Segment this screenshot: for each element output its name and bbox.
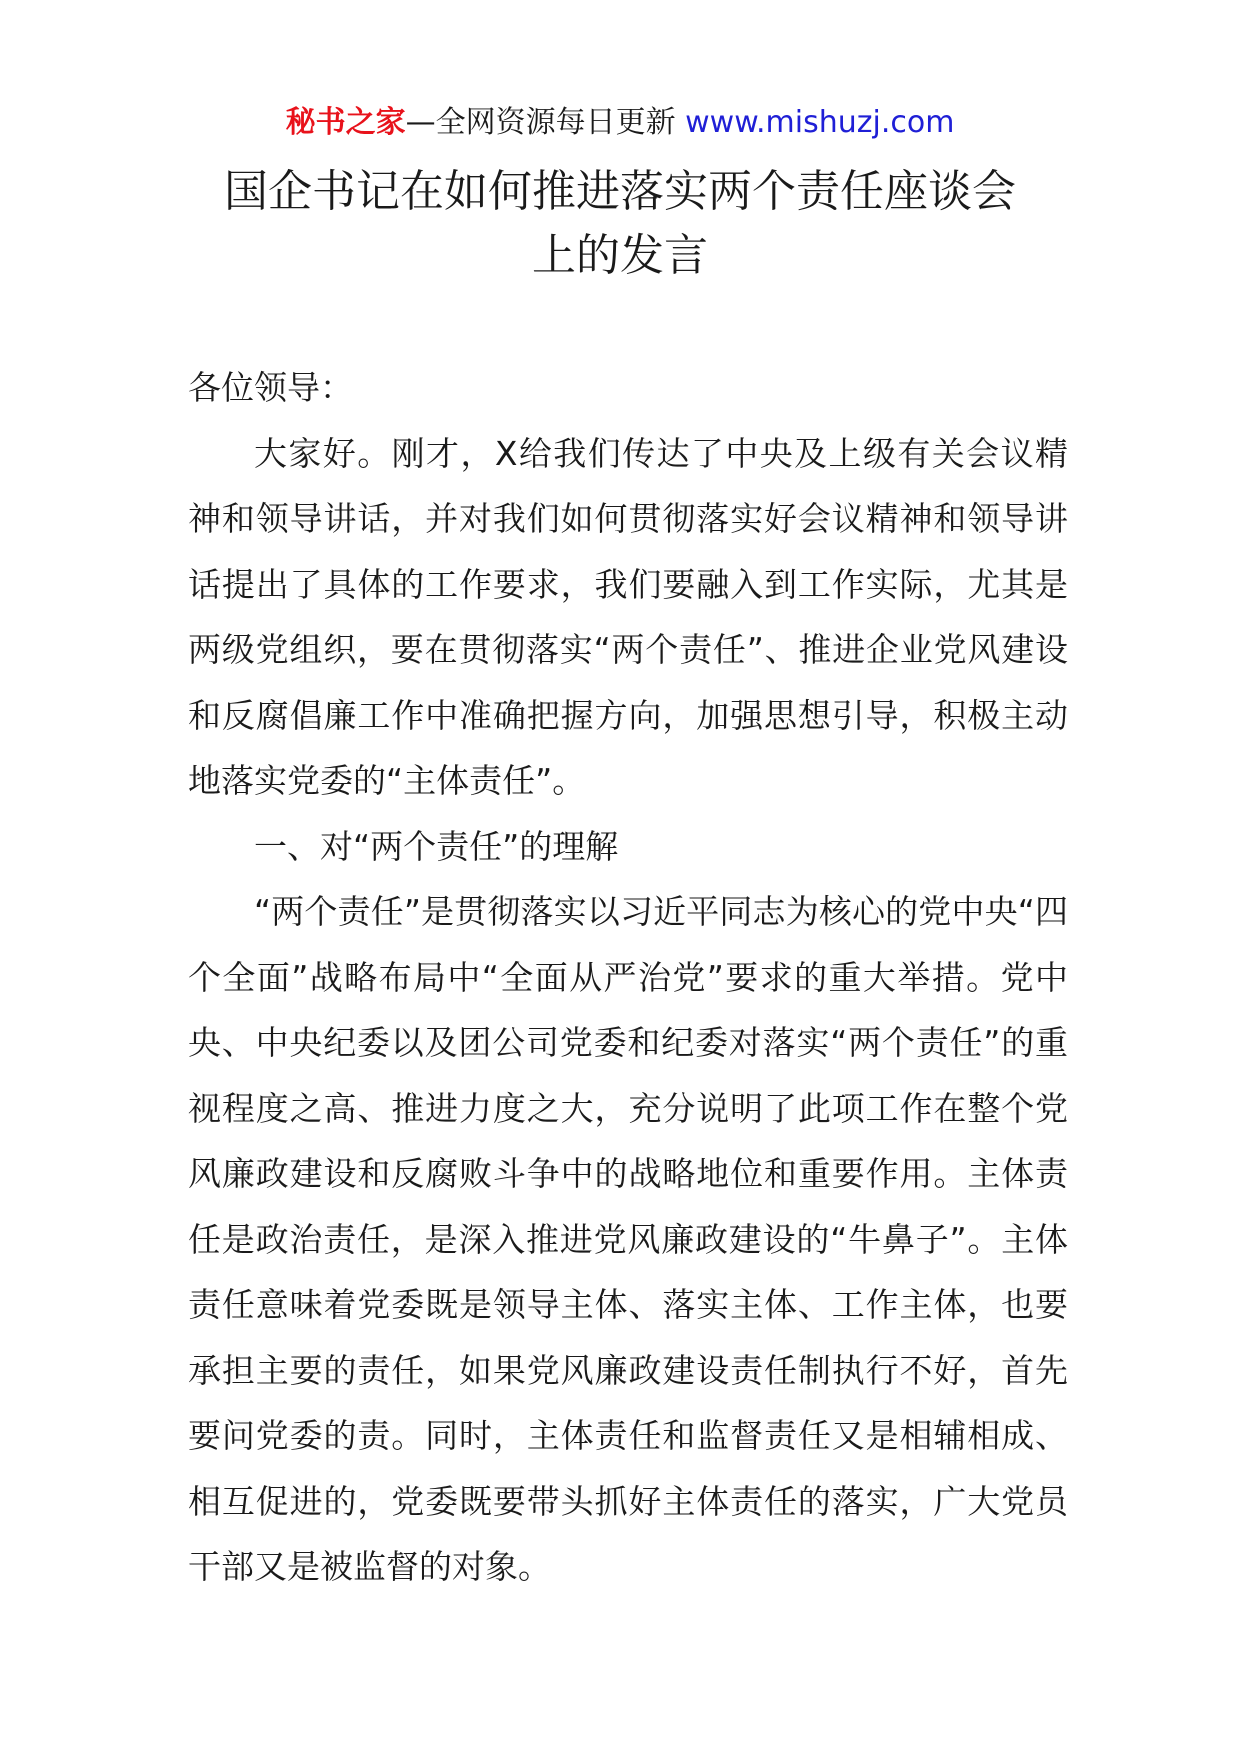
- site-url-link[interactable]: www.mishuzj.com: [685, 105, 955, 140]
- paragraph-opening: 大家好。刚才，X给我们传达了中央及上级有关会议精神和领导讲话，并对我们如何贯彻落实好会议精神和领导讲话提出了具体的工作要求，我们要融入到工作实际，尤其是两级党组织，要在贯彻落实“两个责任”、推进企业党风建设和反腐倡廉工作中准确把握方向，加强思想引导，积极主动地落实党委的“主体责任”。: [188, 433, 1068, 800]
- header-tagline: —全网资源每日更新: [405, 105, 676, 140]
- salutation: 各位领导：: [188, 368, 353, 407]
- title-line-1: 国企书记在如何推进落实两个责任座谈会: [224, 166, 1016, 217]
- paragraph-understanding: “两个责任”是贯彻落实以习近平同志为核心的党中央“四个全面”战略布局中“全面从严治党”要求的重大举措。党中央、中央纪委以及团公司党委和纪委对落实“两个责任”的重视程度之高、推进力度之大，充分说明了此项工作在整个党风廉政建设和反腐败斗争中的战略地位和重要作用。主体责任是政治责任，是深入推进党风廉政建设的“牛鼻子”。主体责任意味着党委既是领导主体、落实主体、工作主体，也要承担主要的责任，如果党风廉政建设责任制执行不好，首先要问党委的责。同时，主体责任和监督责任又是相辅相成、相互促进的，党委既要带头抓好主体责任的落实，广大党员干部又是被监督的对象。: [188, 892, 1068, 1586]
- document-body: [188, 355, 1068, 1600]
- brand-name: 秘书之家: [285, 105, 406, 140]
- title-line-2: 上的发言: [532, 230, 708, 281]
- document-title: [140, 160, 1100, 288]
- site-header: [0, 100, 1240, 146]
- section-heading: 一、对“两个责任”的理解: [254, 826, 619, 866]
